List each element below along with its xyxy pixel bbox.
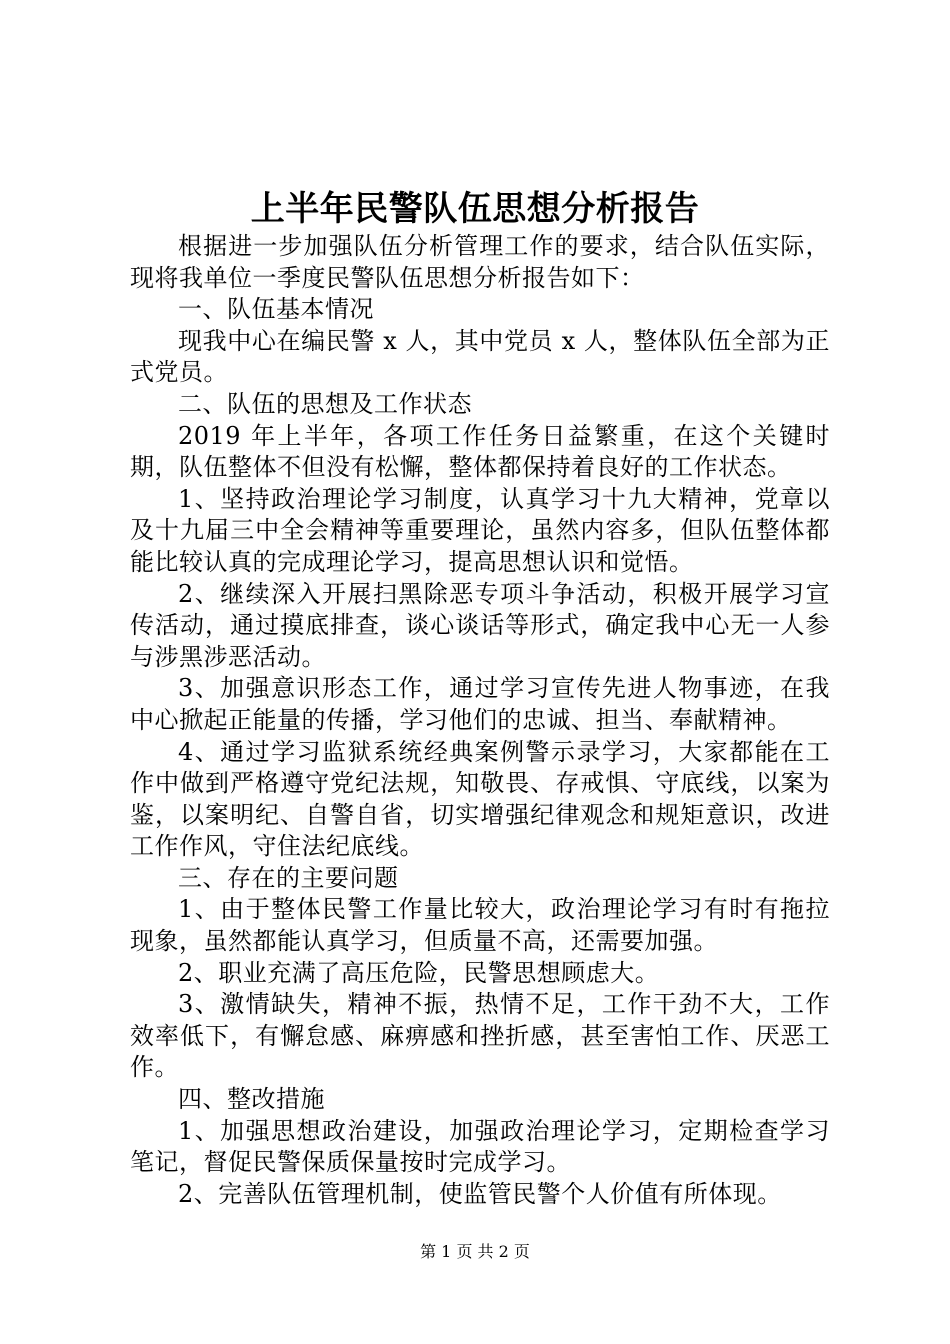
section-heading-2: 二、队伍的思想及工作状态 [178, 389, 472, 418]
page-number-footer: 第 1 页 共 2 页 [420, 1242, 530, 1261]
list-item: 4、通过学习监狱系统经典案例警示录学习，大家都能在工作中做到严格遵守党纪法规，知敬畏、存戒惧、守底线，以案为鉴，以案明纪、自警自省，切实增强纪律观念和规矩意识，改进工作作风，守住法纪底线。 [130, 737, 830, 861]
list-item: 2、职业充满了高压危险，民警思想顾虑大。 [178, 958, 660, 987]
list-item: 1、坚持政治理论学习制度，认真学习十九大精神，党章以及十九届三中全会精神等重要理论，虽然内容多，但队伍整体都能比较认真的完成理论学习，提高思想认识和觉悟。 [130, 484, 830, 576]
paragraph-intro: 根据进一步加强队伍分析管理工作的要求，结合队伍实际，现将我单位一季度民警队伍思想分析报告如下： [130, 232, 830, 292]
list-item: 3、激情缺失，精神不振，热情不足，工作干劲不大，工作效率低下，有懈怠感、麻痹感和挫折感，甚至害怕工作、厌恶工作。 [130, 990, 830, 1082]
paragraph: 现我中心在编民警 x 人，其中党员 x 人，整体队伍全部为正式党员。 [130, 326, 830, 387]
list-item: 2、继续深入开展扫黑除恶专项斗争活动，积极开展学习宣传活动，通过摸底排查，谈心谈话等形式，确定我中心无一人参与涉黑涉恶活动。 [130, 579, 830, 671]
section-heading-3: 三、存在的主要问题 [178, 863, 399, 892]
section-heading-4: 四、整改措施 [178, 1085, 325, 1114]
document-title: 上半年民警队伍思想分析报告 [250, 189, 700, 229]
list-item: 3、加强意识形态工作，通过学习宣传先进人物事迹，在我中心掀起正能量的传播，学习他们的忠诚、担当、奉献精神。 [130, 674, 830, 734]
section-heading-1: 一、队伍基本情况 [178, 295, 374, 324]
list-item: 1、加强思想政治建设，加强政治理论学习，定期检查学习笔记，督促民警保质保量按时完成学习。 [130, 1116, 830, 1177]
list-item: 2、完善队伍管理机制，使监管民警个人价值有所体现。 [178, 1179, 782, 1208]
document-body [130, 231, 830, 1210]
paragraph: 2019 年上半年，各项工作任务日益繁重，在这个关键时期，队伍整体不但没有松懈，整体都保持着良好的工作状态。 [130, 421, 830, 482]
list-item: 1、由于整体民警工作量比较大，政治理论学习有时有拖拉现象，虽然都能认真学习，但质量不高，还需要加强。 [130, 895, 830, 956]
